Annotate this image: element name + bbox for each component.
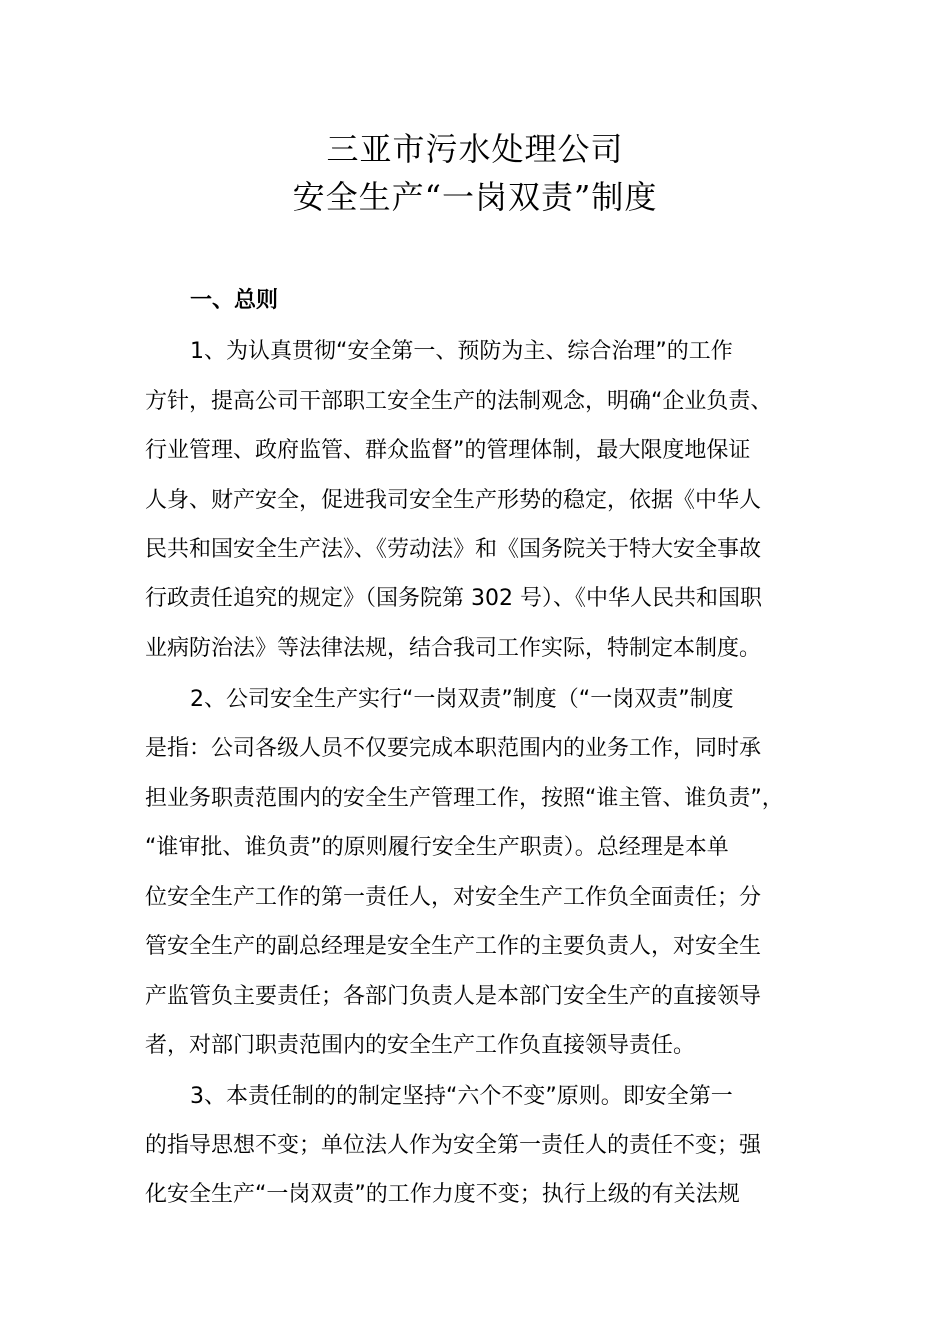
paragraph-line: 人身、财产安全，促进我司安全生产形势的稳定，依据《中华人 (145, 488, 762, 513)
paragraph-line: 3、本责任制的的制定坚持“六个不变”原则。即安全第一 (190, 1084, 733, 1109)
paragraph-line: “谁审批、谁负责”的原则履行安全生产职责）。总经理是本单 (145, 835, 729, 860)
document-title-line-1: 三亚市污水处理公司 (326, 130, 624, 168)
paragraph-line: 位安全生产工作的第一责任人，对安全生产工作负全面责任；分 (145, 885, 762, 910)
paragraph-line: 1、为认真贯彻“安全第一、预防为主、综合治理”的工作 (190, 339, 733, 364)
section-heading: 一、总则 (190, 288, 279, 313)
paragraph-line: 民共和国安全生产法》、《劳动法》和《国务院关于特大安全事故 (145, 537, 762, 562)
paragraph-line: 者，对部门职责范围内的安全生产工作负直接领导责任。 (145, 1033, 696, 1058)
paragraph-line: 产监管负主要责任；各部门负责人是本部门安全生产的直接领导 (145, 984, 762, 1009)
paragraph-line: 化安全生产“一岗双责”的工作力度不变；执行上级的有关法规 (145, 1182, 740, 1207)
paragraph-line: 业病防治法》等法律法规，结合我司工作实际，特制定本制度。 (145, 636, 762, 661)
paragraph-line: 管安全生产的副总经理是安全生产工作的主要负责人，对安全生 (145, 934, 762, 959)
paragraph-line: 的指导思想不变；单位法人作为安全第一责任人的责任不变；强 (145, 1133, 762, 1158)
paragraph-line: 担业务职责范围内的安全生产管理工作，按照“谁主管、谁负责”， (145, 786, 784, 811)
paragraph-line: 2、公司安全生产实行“一岗双责”制度（“一岗双责”制度 (190, 687, 734, 712)
paragraph-line: 方针，提高公司干部职工安全生产的法制观念，明确“企业负责、 (145, 389, 773, 414)
paragraph-line: 行业管理、政府监管、群众监督”的管理体制，最大限度地保证 (145, 438, 751, 463)
document-title-line-2: 安全生产“一岗双责”制度 (292, 178, 658, 216)
paragraph-line: 是指：公司各级人员不仅要完成本职范围内的业务工作，同时承 (145, 736, 762, 761)
paragraph-line: 行政责任追究的规定》（国务院第 302 号）、《中华人民共和国职 (145, 586, 762, 611)
